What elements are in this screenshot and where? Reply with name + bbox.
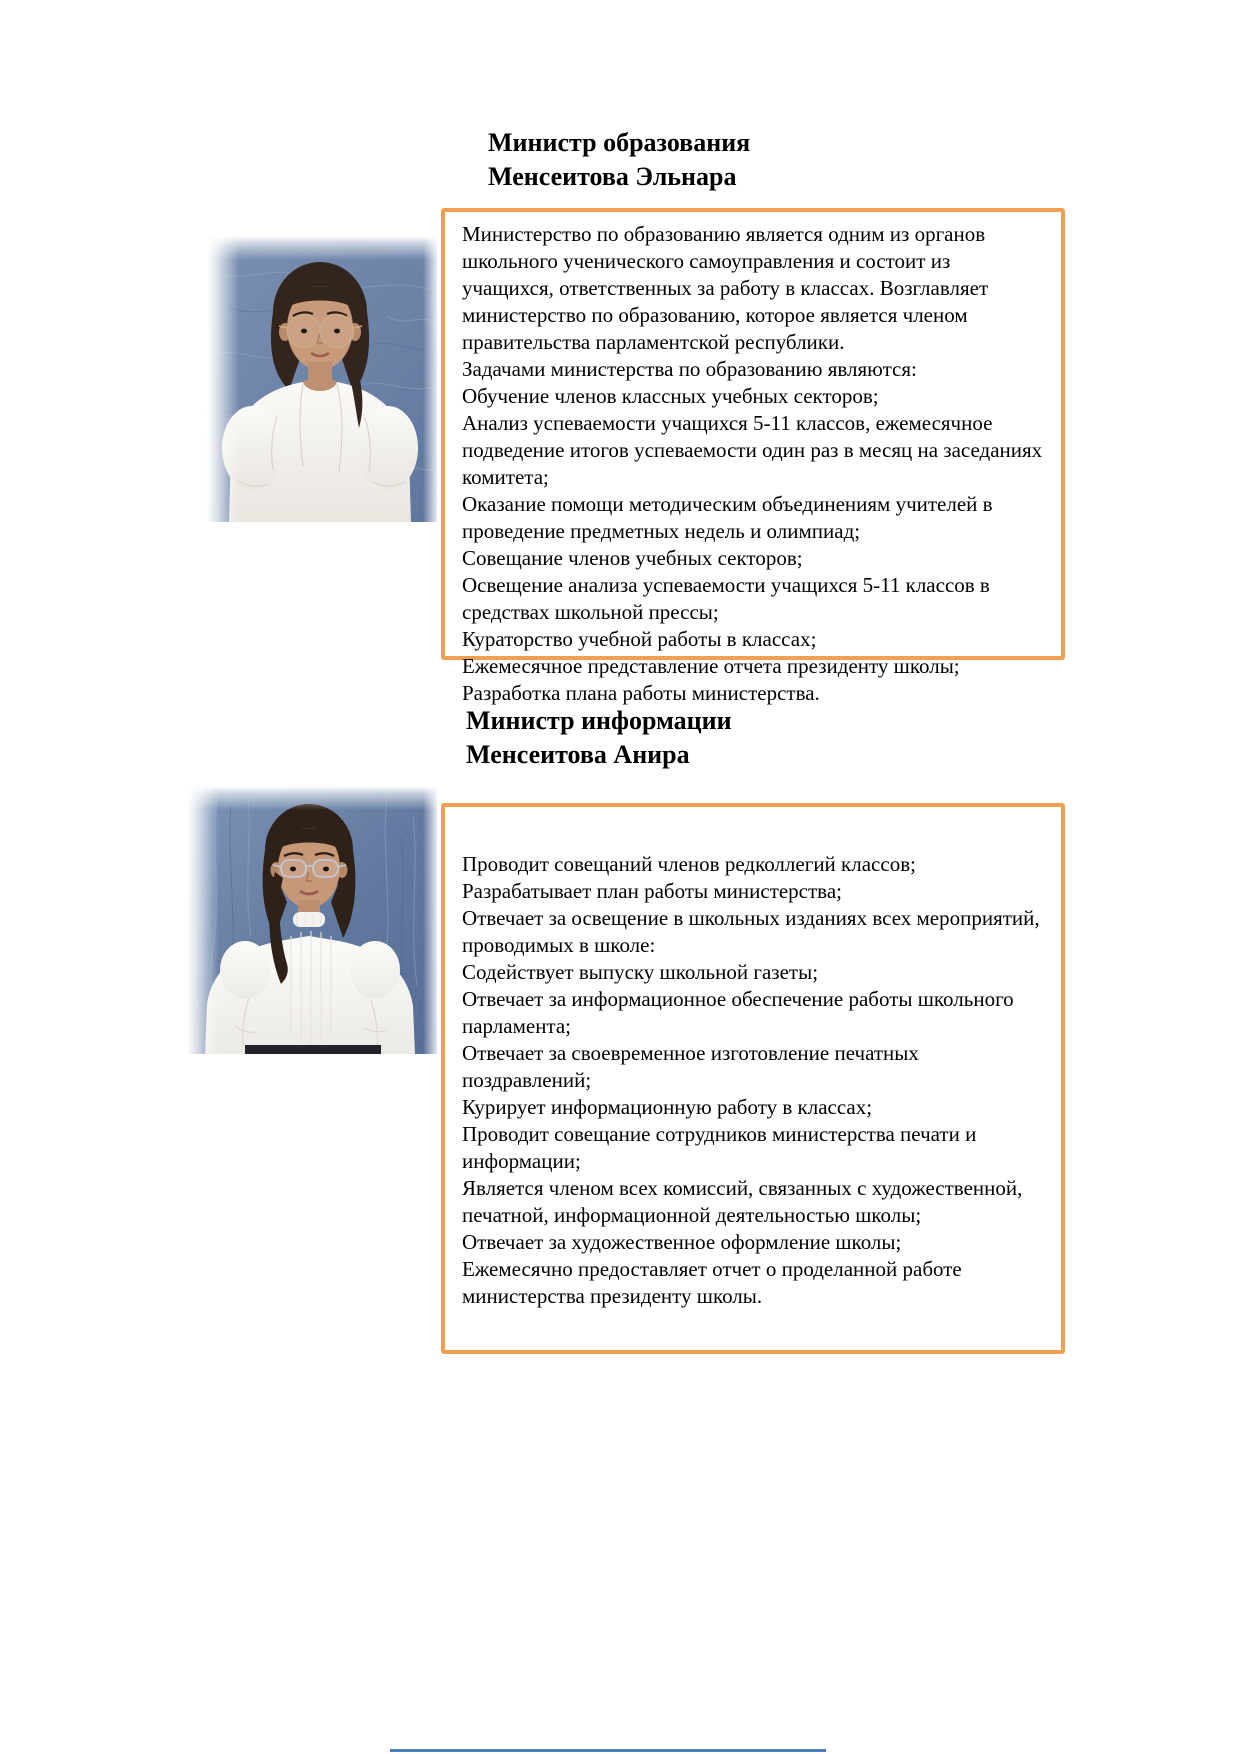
collar [293, 912, 325, 927]
education-minister-title: Министр образования [488, 128, 751, 157]
education-duties-box [441, 208, 1065, 705]
duty-line: Министерство по образованию является одним из органов школьного ученического самоуправления и состоит из учащихся, ответственных за работу в классах. Возглавляет министерство по образованию, которое является членом правительства парламентской республики. [462, 222, 989, 354]
education-heading [488, 126, 750, 194]
education-minister-photo [207, 236, 437, 522]
eye-right [323, 867, 329, 872]
eye-left [290, 867, 296, 872]
portrait-anira-illustration [187, 786, 437, 1054]
duty-line: Анализ успеваемости учащихся 5-11 классов, ежемесячное подведение итогов успеваемости один раз в месяц на заседаниях комитета; [462, 411, 1043, 489]
duty-line: Освещение анализа успеваемости учащихся 5-11 классов в средствах школьной прессы; [462, 573, 990, 624]
duty-line: Отвечает за своевременное изготовление печатных поздравлений; [462, 1041, 919, 1092]
education-minister-name: Менсеитова Эльнара [488, 162, 737, 191]
puff-sleeve-right [358, 406, 418, 490]
puff-shoulder-right [350, 941, 400, 999]
footer-line [390, 1749, 826, 1752]
duty-line: Обучение членов классных учебных секторов; [462, 384, 879, 408]
duty-line: Проводит совещаний членов редколлегий классов; [462, 852, 916, 876]
duty-line: Совещание членов учебных секторов; [462, 546, 803, 570]
duty-line: Отвечает за освещение в школьных изданиях всех мероприятий, проводимых в школе: [462, 906, 1040, 957]
information-duties-box [441, 803, 1065, 1354]
duty-line: Разрабатывает план работы министерства; [462, 879, 842, 903]
puff-shoulder-left [220, 941, 270, 999]
duty-line: Разработка плана работы министерства. [462, 681, 820, 705]
duty-line: Отвечает за информационное обеспечение работы школьного парламента; [462, 987, 1014, 1038]
dark-skirt [245, 1045, 381, 1054]
duty-line: Задачами министерства по образованию являются: [462, 357, 917, 381]
duty-line: Содействует выпуску школьной газеты; [462, 960, 819, 984]
information-minister-photo [187, 786, 437, 1054]
duty-line: Проводит совещание сотрудников министерства печати и информации; [462, 1122, 977, 1173]
duty-line: Оказание помощи методическим объединениям учителей в проведение предметных недель и олимпиад; [462, 492, 993, 543]
eye-left [301, 329, 307, 334]
duty-line: Курирует информационную работу в классах; [462, 1095, 873, 1119]
information-minister-title: Министр информации [466, 706, 732, 735]
duty-line: Отвечает за художественное оформление школы; [462, 1230, 902, 1254]
duty-line: Ежемесячно предоставляет отчет о проделанной работе министерства президенту школы. [462, 1257, 962, 1308]
portrait-elnara-illustration [207, 236, 437, 522]
duty-line: Является членом всех комиссий, связанных с художественной, печатной, информационной деятельностью школы; [462, 1176, 1023, 1227]
duty-line: Ежемесячное представление отчета президенту школы; [462, 654, 960, 678]
duty-line: Кураторство учебной работы в классах; [462, 627, 817, 651]
information-minister-name: Менсеитова Анира [466, 740, 690, 769]
puff-sleeve-left [222, 406, 282, 490]
eye-right [334, 329, 340, 334]
information-heading [466, 704, 732, 772]
